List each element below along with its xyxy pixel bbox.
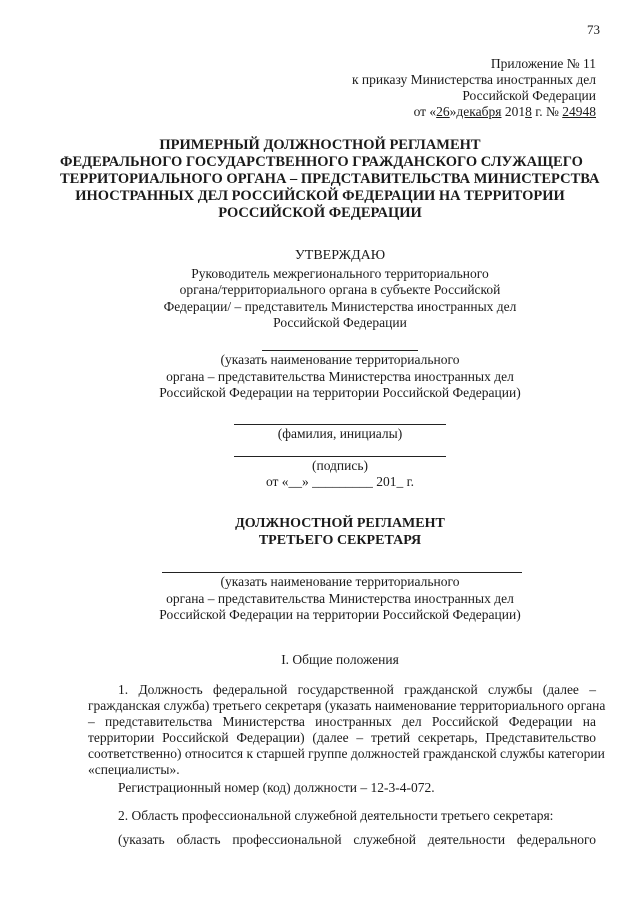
paragraph-2: 2. Область профессиональной служебной деятельности третьего секретаря: [118,808,554,823]
date-suffix: г. № [531,104,563,119]
appendix-line-2: к приказу Министерства иностранных дел [352,72,596,87]
main-title-line: ТЕРРИТОРИАЛЬНОГО ОРГАНА – ПРЕДСТАВИТЕЛЬСТВА МИНИСТЕРСТВА [60,171,600,187]
approval-line: органа/территориального органа в субъекте Российской [179,282,501,297]
approval-heading: УТВЕРЖДАЮ [294,248,386,263]
main-title-line: ФЕДЕРАЛЬНОГО ГОСУДАРСТВЕННОГО ГРАЖДАНСКОГО СЛУЖАЩЕГО [60,154,583,170]
signature-fill-line [234,456,446,457]
section-title: I. Общие положения [281,652,399,667]
appendix-header [266,56,596,120]
organ-hint-line: органа – представительства Министерства иностранных дел [166,590,514,606]
main-title-line: ИНОСТРАННЫХ ДЕЛ РОССИЙСКОЙ ФЕДЕРАЦИИ НА ТЕРРИТОРИИ [75,188,565,204]
appendix-line-1: Приложение № 11 [490,56,596,71]
organ-hint-line: Российской Федерации на территории Российской Федерации) [159,385,521,400]
name-fill-line [234,424,446,425]
paragraph-line: соответственно) относится к старшей группе должностей гражданской службы категории [88,746,605,761]
date-day: 26 [436,104,450,119]
page-number: 73 [587,22,600,37]
main-title-line: ПРИМЕРНЫЙ ДОЛЖНОСТНОЙ РЕГЛАМЕНТ [159,137,481,153]
paragraph-3 [118,832,596,848]
paragraph-line: гражданская служба) третьего секретаря (указать наименование территориального органа [88,698,606,713]
signature-hint: (подпись) [311,458,369,473]
appendix-date-line [266,104,596,120]
approval-line: Российской Федерации [273,315,407,330]
paragraph-1 [88,682,606,778]
date-month: декабря [456,104,502,119]
document-title-line: ТРЕТЬЕГО СЕКРЕТАРЯ [258,533,422,548]
date-mid: » [449,104,457,119]
registration-number: Регистрационный номер (код) должности – 12-3-4-072. [118,780,435,795]
main-title-line: РОССИЙСКОЙ ФЕДЕРАЦИИ [218,205,422,221]
document-title [160,515,520,549]
main-title [60,137,600,222]
paragraph-line: – представительства Министерства иностранных дел Российской Федерации на [88,714,596,729]
name-hint: (фамилия, инициалы) [277,426,403,441]
paragraph-line: территории Российской Федерации) (далее – третий секретарь, Представительство [88,730,596,745]
paragraph-line: 1. Должность федеральной государственной гражданской службы (далее – [118,682,596,697]
order-number: 24948 [562,104,596,119]
paragraph-line: (указать область профессиональной служебной деятельности федерального [118,832,596,847]
organ-hint-line: Российской Федерации на территории Российской Федерации) [159,607,521,622]
approval-line: Руководитель межрегионального территориального [191,265,489,281]
organ-hint-block-2 [120,574,560,624]
approval-block [160,248,520,332]
organ-fill-line [262,350,418,351]
document-title-line: ДОЛЖНОСТНОЙ РЕГЛАМЕНТ [235,516,445,531]
date-year-prefix: 201 [501,104,526,119]
organ-hint-block [120,352,560,402]
paragraph-line: «специалисты». [88,762,180,777]
date-year-digit: 8 [525,104,532,119]
date-prefix: от « [413,104,437,119]
appendix-line-3: Российской Федерации [462,88,596,103]
organ-hint-line: (указать наименование территориального [220,352,460,367]
approval-date-line: от «__» _________ 201_ г. [265,474,415,489]
organ-hint-line: органа – представительства Министерства иностранных дел [166,368,514,384]
organ-hint-line: (указать наименование территориального [220,574,460,589]
organ-fill-line-2 [162,572,522,573]
approval-line: Федерации/ – представитель Министерства иностранных дел [163,298,517,314]
